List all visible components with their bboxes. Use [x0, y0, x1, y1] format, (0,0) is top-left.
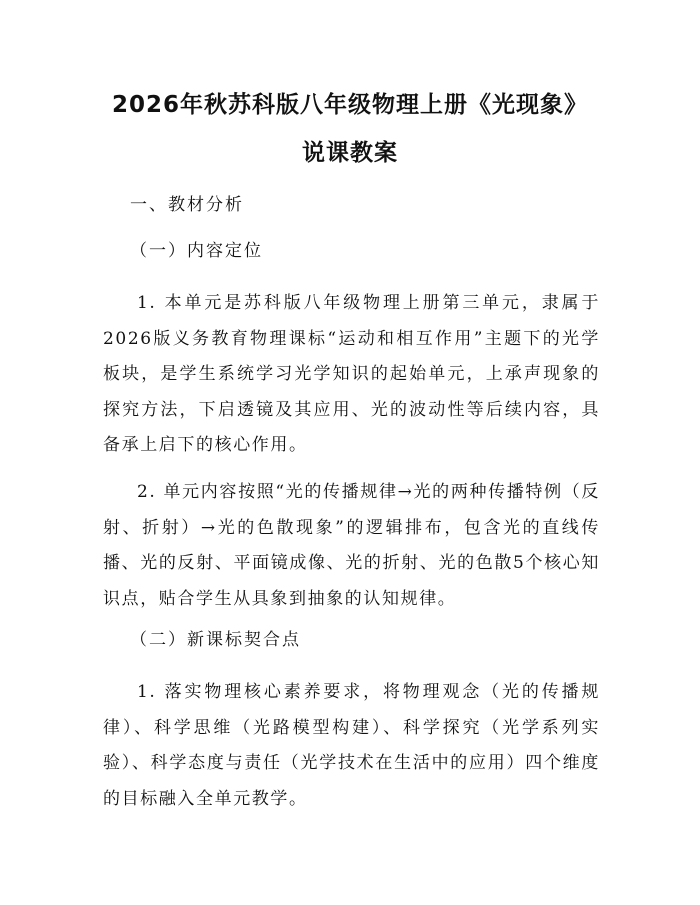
document-title-line-1: 2026年秋苏科版八年级物理上册《光现象》: [111, 92, 588, 118]
subsection-heading-content-positioning: （一）内容定位: [130, 241, 263, 261]
subsection-heading-new-curriculum: （二）新课标契合点: [130, 630, 301, 650]
document-title-line-2: 说课教案: [302, 140, 398, 166]
section-heading-textbook-analysis: 一、教材分析: [130, 195, 244, 215]
paragraph-core-literacy: 1. 落实物理核心素养要求，将物理观念（光的传播规律）、科学思维（光路模型构建）、科学探究（光学系列实验）、科学态度与责任（光学技术在生活中的应用）四个维度的目标融入全单元教学。: [103, 682, 600, 809]
paragraph-unit-position: 1. 本单元是苏科版八年级物理上册第三单元，隶属于2026版义务教育物理课标“运动和相互作用”主题下的光学板块，是学生系统学习光学知识的起始单元，上承声现象的探究方法，下启透镜及其应用、光的波动性等后续内容，具备承上启下的核心作用。: [103, 293, 600, 455]
paragraph-unit-content-order: 2. 单元内容按照“光的传播规律→光的两种传播特例（反射、折射）→光的色散现象”的逻辑排布，包含光的直线传播、光的反射、平面镜成像、光的折射、光的色散5个核心知识点，贴合学生从具象到抽象的认知规律。: [103, 482, 600, 609]
